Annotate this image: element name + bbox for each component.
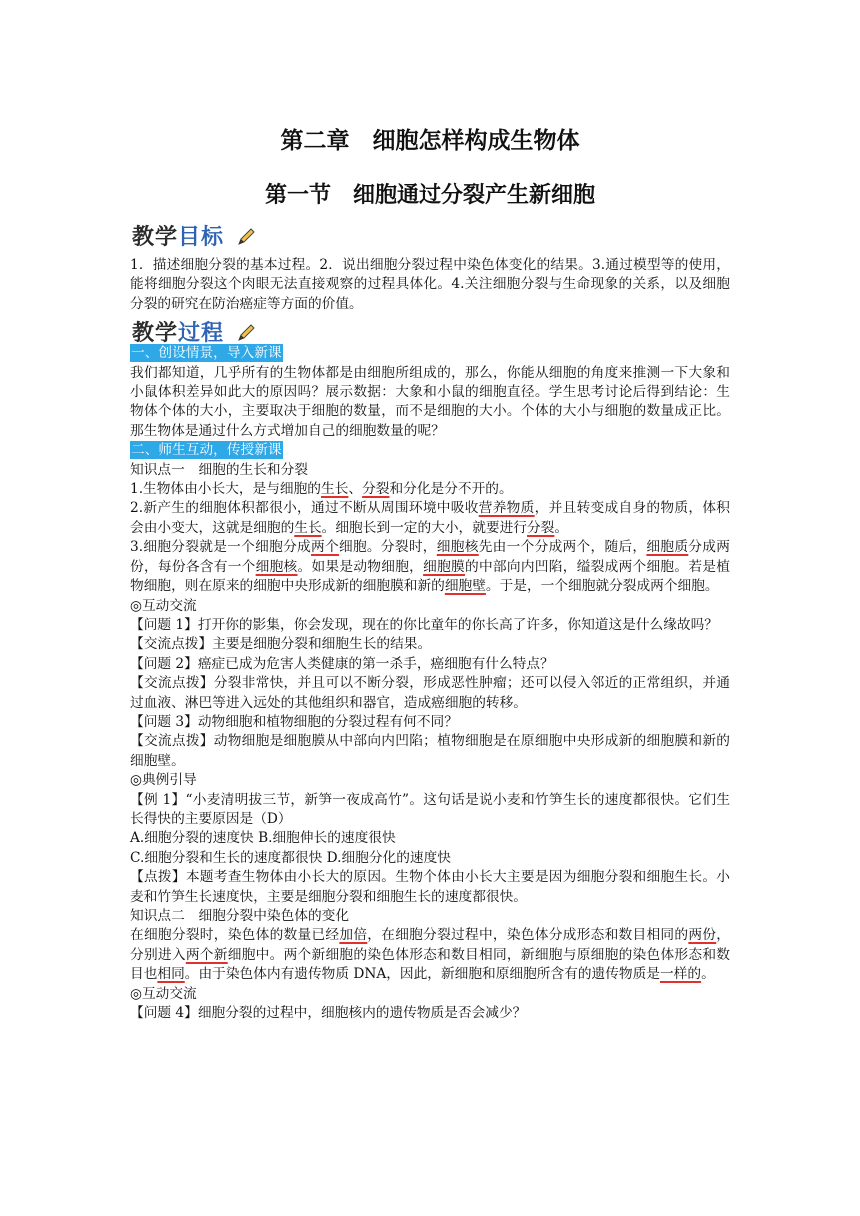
kp2-paragraph-1: 在细胞分裂时，染色体的数量已经加倍，在细胞分裂过程中，染色体分成形态和数目相同的两份，分别进入两个新细胞中。两个新细胞的染色体形态和数目相同，新细胞与原细胞的染色体形态和数目也相同。由于染色体内有遗传物质 DNA，因此，新细胞和原细胞所含有的遗传物质是一样的。 xyxy=(130,927,730,983)
question-4: 【问题 4】细胞分裂的过程中，细胞核内的遗传物质是否会减少？ xyxy=(130,1005,527,1022)
pencil-icon xyxy=(236,227,256,247)
tip: 【点拨】本题考查生物体由小长大的原因。生物个体由小长大主要是因为细胞分裂和细胞生长。小麦和竹笋生长速度快，主要是细胞分裂和细胞生长的速度都很快。 xyxy=(130,869,730,905)
kp1-paragraph-3: 3.细胞分裂就是一个细胞分成两个细胞。分裂时，细胞核先由一个分成两个，随后，细胞质分成两份，每份各含有一个细胞核。如果是动物细胞，细胞膜的中部向内凹陷，缢裂成两个细胞。若是植物细胞，则在原来的细胞中央形成新的细胞膜和新的细胞壁。于是，一个细胞就分裂成两个细胞。 xyxy=(130,539,730,595)
answer-1: 【交流点拨】主要是细胞分裂和细胞生长的结果。 xyxy=(130,636,432,653)
knowledge-point-2-title: 知识点二 细胞分裂中染色体的变化 xyxy=(130,908,350,924)
options-a-b: A.细胞分裂的速度快 B.细胞伸长的速度很快 xyxy=(130,830,396,847)
question-1: 【问题 1】打开你的影集，你会发现，现在的你比童年的你长高了许多，你知道这是什么缘故吗？ xyxy=(130,616,718,633)
question-3: 【问题 3】动物细胞和植物细胞的分裂过程有何不同？ xyxy=(130,713,458,730)
question-2: 【问题 2】癌症已成为危害人类健康的第一杀手，癌细胞有什么特点？ xyxy=(130,655,554,672)
teaching-process-badge: 教学过程 xyxy=(130,320,256,346)
answer-2: 【交流点拨】分裂非常快，并且可以不断分裂，形成恶性肿瘤；还可以侵入邻近的正常组织，并通过血液、淋巴等进入远处的其他组织和器官，造成癌细胞的转移。 xyxy=(130,675,730,711)
section1-text: 我们都知道，几乎所有的生物体都是由细胞所组成的，那么，你能从细胞的角度来推测一下大象和小鼠体积差异如此大的原因吗？展示数据：大象和小鼠的细胞直径。学生思考讨论后得到结论：生物体个体的大小，主要取决于细胞的数量，而不是细胞的大小。个体的大小与细胞的数量成正比。那生物体是通过什么方式增加自己的细胞数量的呢？ xyxy=(130,364,730,439)
interaction-label-2: ◎互动交流 xyxy=(130,985,197,1002)
pencil-icon xyxy=(236,323,256,343)
teaching-goals-badge: 教学目标 xyxy=(130,224,256,250)
interaction-label: ◎互动交流 xyxy=(130,597,197,614)
section-title: 第一节 细胞通过分裂产生新细胞 xyxy=(264,183,595,208)
answer-3: 【交流点拨】动物细胞是细胞膜从中部向内凹陷；植物细胞是在原细胞中央形成新的细胞膜和新的细胞壁。 xyxy=(130,733,730,769)
example-1: 【例 1】“小麦清明拔三节，新笋一夜成高竹”。这句话是说小麦和竹笋生长的速度都很快。它们生长得快的主要原因是（D） xyxy=(130,791,731,827)
document-body xyxy=(130,256,730,1023)
kp1-paragraph-1: 1.生物体由小长大，是与细胞的生长、分裂和分化是分不开的。 xyxy=(130,481,513,498)
example-label: ◎典例引导 xyxy=(130,772,197,789)
section1-heading: 一、创设情景，导入新课 xyxy=(131,345,282,362)
section2-heading: 二、师生互动，传授新课 xyxy=(131,442,282,459)
options-c-d: C.细胞分裂和生长的速度都很快 D.细胞分化的速度快 xyxy=(130,849,451,866)
chapter-title: 第二章 细胞怎样构成生物体 xyxy=(280,128,580,154)
goals-text: 1．描述细胞分裂的基本过程。2．说出细胞分裂过程中染色体变化的结果。3.通过模型等的使用，能将细胞分裂这个肉眼无法直接观察的过程具体化。4.关注细胞分裂与生命现象的关系，以及细胞分裂的研究在防治癌症等方面的价值。 xyxy=(130,257,730,312)
kp1-paragraph-2: 2.新产生的细胞体积都很小，通过不断从周围环境中吸收营养物质，并且转变成自身的物质，体积会由小变大，这就是细胞的生长。细胞长到一定的大小，就要进行分裂。 xyxy=(130,500,730,536)
knowledge-point-1-title: 知识点一 细胞的生长和分裂 xyxy=(130,461,308,478)
